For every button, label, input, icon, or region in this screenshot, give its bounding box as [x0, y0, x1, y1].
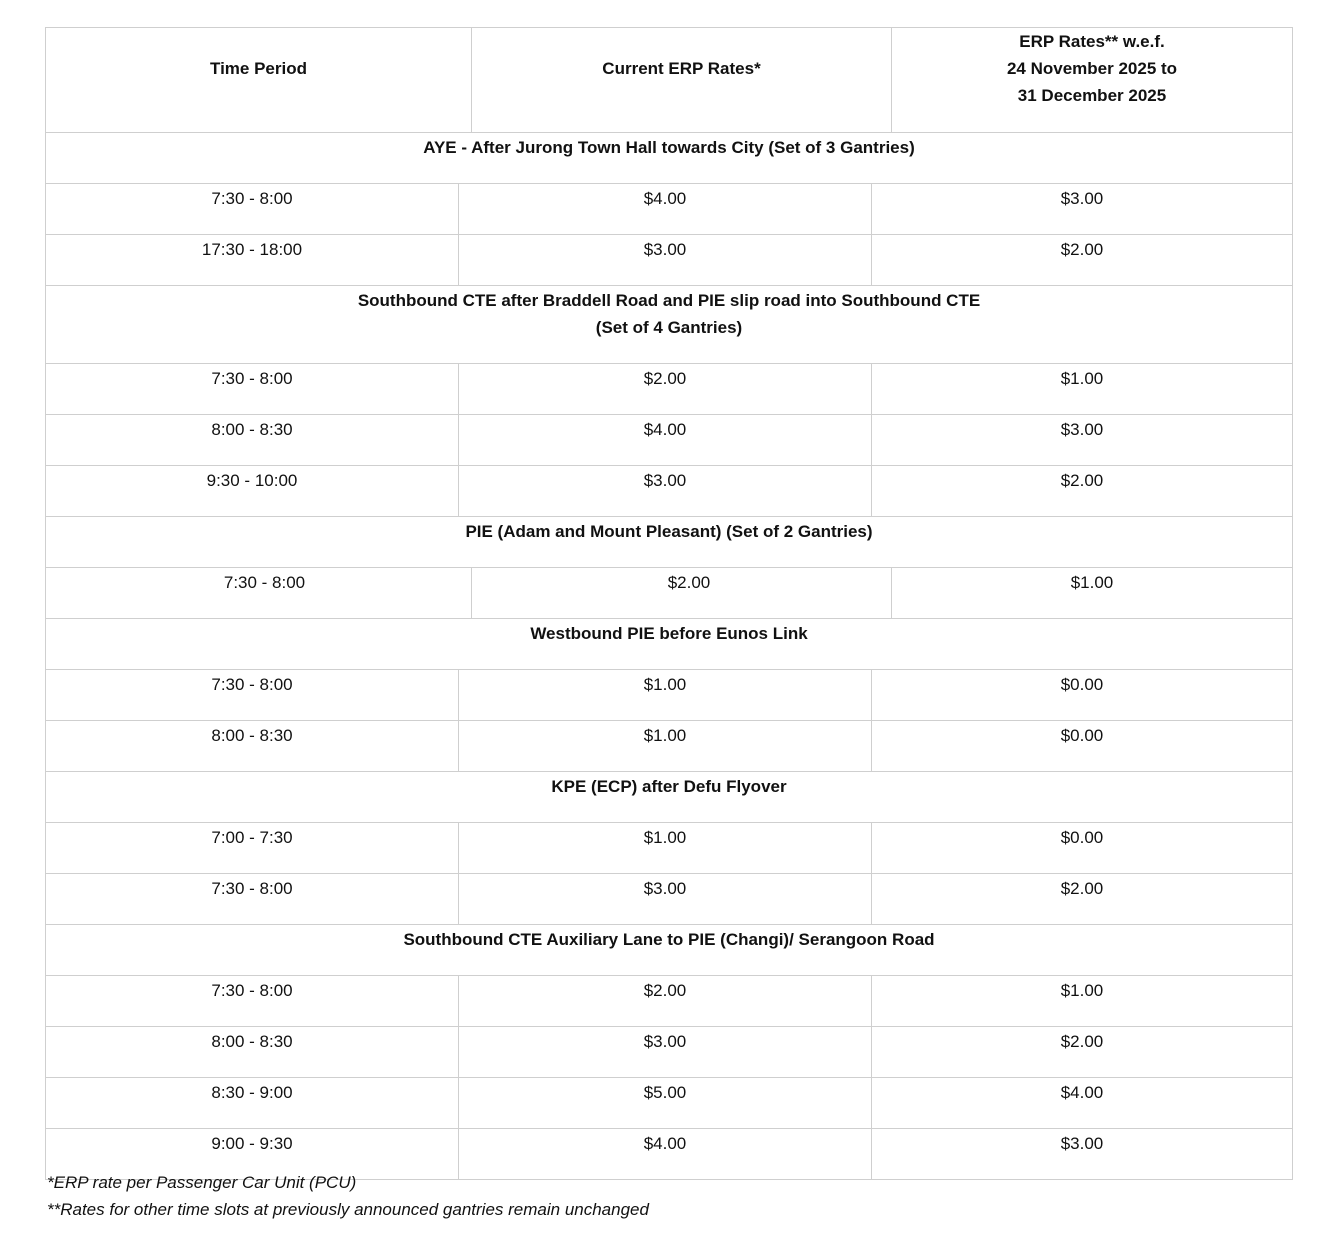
- section-title: Southbound CTE Auxiliary Lane to PIE (Changi)/ Serangoon Road: [46, 925, 1293, 975]
- new-rate-cell: $4.00: [872, 1078, 1293, 1128]
- new-rate-cell: $0.00: [872, 670, 1293, 720]
- new-rate-cell: $1.00: [872, 976, 1293, 1026]
- current-rate-cell: $2.00: [459, 364, 872, 414]
- new-rate-cell: $2.00: [872, 1027, 1293, 1077]
- new-rate-cell: $2.00: [872, 466, 1293, 516]
- section-title: PIE (Adam and Mount Pleasant) (Set of 2 Gantries): [46, 517, 1293, 567]
- time-period-cell: 7:00 - 7:30: [46, 823, 459, 873]
- time-period-cell: 8:00 - 8:30: [46, 415, 459, 465]
- time-period-cell: 7:30 - 8:00: [46, 568, 472, 618]
- time-period-cell: 8:00 - 8:30: [46, 721, 459, 771]
- time-period-cell: 7:30 - 8:00: [46, 976, 459, 1026]
- table-row: [46, 415, 1293, 466]
- header-time-period: Time Period: [46, 28, 472, 132]
- time-period-cell: 7:30 - 8:00: [46, 670, 459, 720]
- current-rate-cell: $2.00: [472, 568, 892, 618]
- current-rate-cell: $4.00: [459, 415, 872, 465]
- new-rate-cell: $3.00: [872, 184, 1293, 234]
- section-title-row: [46, 925, 1293, 976]
- section-title: AYE - After Jurong Town Hall towards City (Set of 3 Gantries): [46, 133, 1293, 183]
- current-rate-cell: $5.00: [459, 1078, 872, 1128]
- new-rate-cell: $3.00: [872, 415, 1293, 465]
- section-title: Southbound CTE after Braddell Road and PIE slip road into Southbound CTE (Set of 4 Gantries): [46, 286, 1293, 363]
- table-row: [46, 1078, 1293, 1129]
- table-header-row: [46, 28, 1293, 133]
- new-rate-cell: $0.00: [872, 823, 1293, 873]
- table-row: [46, 364, 1293, 415]
- current-rate-cell: $3.00: [459, 1027, 872, 1077]
- table-row: [46, 976, 1293, 1027]
- footnote-other-slots: **Rates for other time slots at previously announced gantries remain unchanged: [47, 1200, 649, 1219]
- current-rate-cell: $2.00: [459, 976, 872, 1026]
- header-current-rates: Current ERP Rates*: [472, 28, 892, 132]
- time-period-cell: 8:30 - 9:00: [46, 1078, 459, 1128]
- current-rate-cell: $4.00: [459, 184, 872, 234]
- table-row: [46, 466, 1293, 517]
- table-row: [46, 874, 1293, 925]
- new-rate-cell: $1.00: [872, 364, 1293, 414]
- section-title-row: [46, 133, 1293, 184]
- time-period-cell: 9:30 - 10:00: [46, 466, 459, 516]
- table-row: [46, 1027, 1293, 1078]
- section-title-row: [46, 619, 1293, 670]
- time-period-cell: 17:30 - 18:00: [46, 235, 459, 285]
- section-title-row: [46, 772, 1293, 823]
- table-row: [46, 184, 1293, 235]
- section-title: KPE (ECP) after Defu Flyover: [46, 772, 1293, 822]
- header-new-rates: ERP Rates** w.e.f. 24 November 2025 to 31 December 2025: [892, 28, 1293, 132]
- table-row: [46, 670, 1293, 721]
- table-row: [46, 721, 1293, 772]
- time-period-cell: 7:30 - 8:00: [46, 874, 459, 924]
- new-rate-cell: $0.00: [872, 721, 1293, 771]
- section-title-row: [46, 517, 1293, 568]
- time-period-cell: 8:00 - 8:30: [46, 1027, 459, 1077]
- new-rate-cell: $2.00: [872, 235, 1293, 285]
- table-row: [46, 823, 1293, 874]
- time-period-cell: 7:30 - 8:00: [46, 364, 459, 414]
- new-rate-cell: $3.00: [872, 1129, 1293, 1179]
- footnote-pcu: *ERP rate per Passenger Car Unit (PCU): [47, 1173, 357, 1192]
- time-period-cell: 7:30 - 8:00: [46, 184, 459, 234]
- table-row: [46, 568, 1293, 619]
- current-rate-cell: $1.00: [459, 721, 872, 771]
- section-title: Westbound PIE before Eunos Link: [46, 619, 1293, 669]
- time-period-cell: 9:00 - 9:30: [46, 1129, 459, 1179]
- current-rate-cell: $3.00: [459, 874, 872, 924]
- table-row: [46, 235, 1293, 286]
- erp-rates-table: [45, 27, 1293, 1180]
- new-rate-cell: $1.00: [892, 568, 1293, 618]
- new-rate-cell: $2.00: [872, 874, 1293, 924]
- current-rate-cell: $3.00: [459, 235, 872, 285]
- current-rate-cell: $1.00: [459, 670, 872, 720]
- current-rate-cell: $3.00: [459, 466, 872, 516]
- section-title-row: [46, 286, 1293, 364]
- current-rate-cell: $4.00: [459, 1129, 872, 1179]
- current-rate-cell: $1.00: [459, 823, 872, 873]
